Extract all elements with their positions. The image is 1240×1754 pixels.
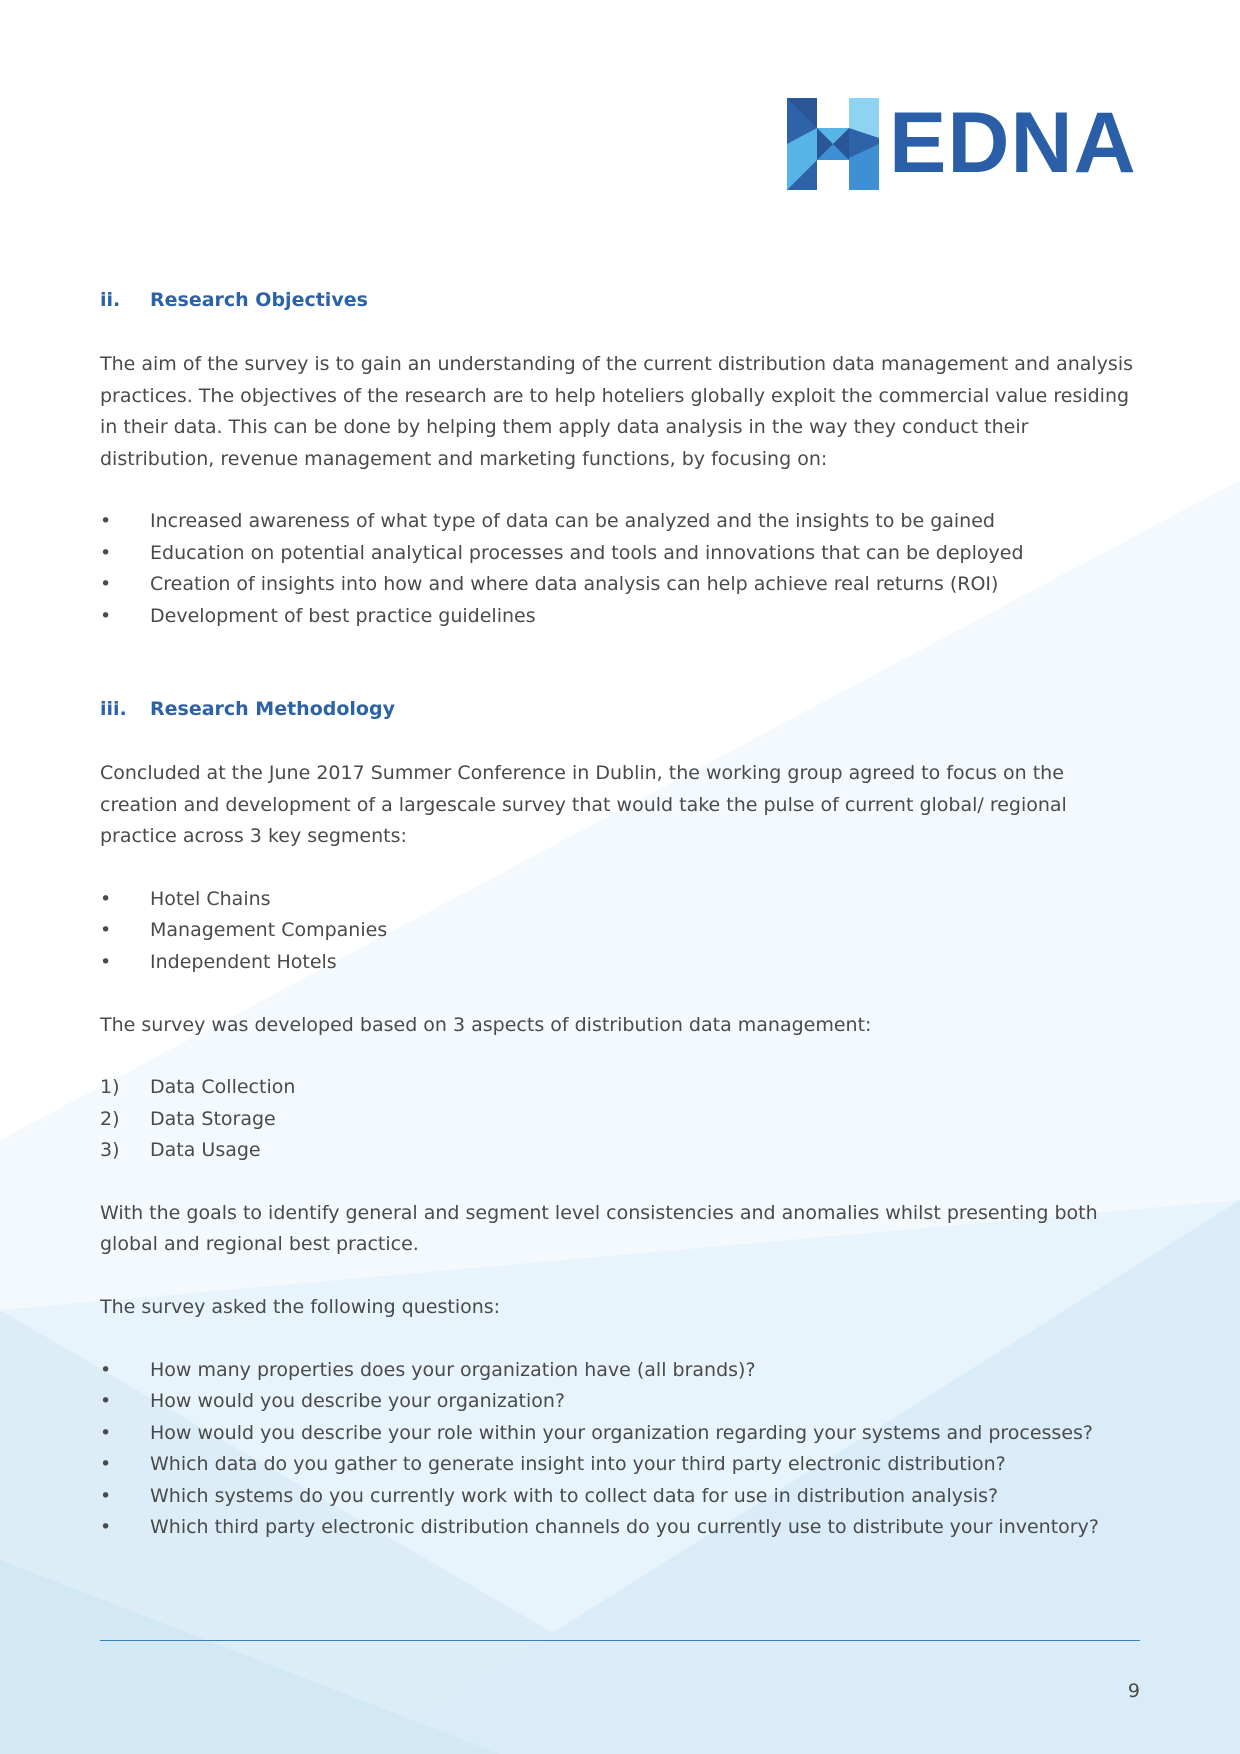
list-item: • Increased awareness of what type of data can be analyzed and the insights to be gained xyxy=(100,506,1140,537)
section-title: Research Methodology xyxy=(150,698,395,721)
list-item: • Independent Hotels xyxy=(100,947,1140,978)
list-item: • How would you describe your role within your organization regarding your systems and processes? xyxy=(100,1418,1140,1449)
page-number: 9 xyxy=(1127,1680,1140,1702)
bullet-icon: • xyxy=(100,950,112,973)
section-number: ii. xyxy=(100,289,121,311)
objectives-list xyxy=(100,506,1140,632)
bullet-icon: • xyxy=(100,1516,112,1539)
list-item: • How many properties does your organization have (all brands)? xyxy=(100,1355,1140,1386)
list-item: • Management Companies xyxy=(100,915,1140,946)
bullet-icon: • xyxy=(100,1421,112,1444)
hedna-h-mark-icon xyxy=(787,98,879,190)
bullet-icon: • xyxy=(100,510,112,533)
list-item: • Hotel Chains xyxy=(100,884,1140,915)
footer-divider xyxy=(100,1640,1140,1641)
questions-list xyxy=(100,1355,1140,1543)
aspects-list xyxy=(100,1072,1140,1166)
list-item: • How would you describe your organization? xyxy=(100,1386,1140,1417)
logo-wordmark: EDNA xyxy=(889,95,1137,191)
bullet-icon: • xyxy=(100,1390,112,1413)
bullet-icon: • xyxy=(100,573,112,596)
list-item: 1) Data Collection xyxy=(100,1076,296,1099)
list-item: • Education on potential analytical processes and tools and innovations that can be deployed xyxy=(100,538,1140,569)
list-item: 3) Data Usage xyxy=(100,1139,261,1162)
bullet-icon: • xyxy=(100,541,112,564)
bullet-icon: • xyxy=(100,1484,112,1507)
list-item: • Development of best practice guidelines xyxy=(100,601,1140,632)
methodology-intro: Concluded at the June 2017 Summer Conference in Dublin, the working group agreed to focus on the creation and development of a largescale survey that would take the pulse of current global/ regional practice across 3 key segments: xyxy=(100,762,1067,848)
list-item: • Which third party electronic distribution channels do you currently use to distribute your inventory? xyxy=(100,1512,1140,1543)
section-title: Research Objectives xyxy=(150,289,368,311)
goals-paragraph: With the goals to identify general and segment level consistencies and anomalies whilst presenting both global and regional best practice. xyxy=(100,1202,1098,1256)
list-item: • Which systems do you currently work with to collect data for use in distribution analysis? xyxy=(100,1481,1140,1512)
bullet-icon: • xyxy=(100,888,112,911)
questions-intro: The survey asked the following questions: xyxy=(100,1296,501,1319)
bullet-icon: • xyxy=(100,604,112,627)
bullet-icon: • xyxy=(100,919,112,942)
section-number: iii. xyxy=(100,698,127,721)
list-item: • Creation of insights into how and where data analysis can help achieve real returns (ROI) xyxy=(100,569,1140,600)
bullet-icon: • xyxy=(100,1359,112,1382)
hedna-logo xyxy=(787,95,1142,191)
aspects-intro: The survey was developed based on 3 aspects of distribution data management: xyxy=(100,1013,872,1036)
list-item: • Which data do you gather to generate insight into your third party electronic distribution? xyxy=(100,1449,1140,1480)
bullet-icon: • xyxy=(100,1453,112,1476)
main-content xyxy=(100,282,1140,1543)
segments-list xyxy=(100,884,1140,978)
section-heading-objectives xyxy=(100,282,1140,318)
list-item: 2) Data Storage xyxy=(100,1107,276,1130)
objectives-intro: The aim of the survey is to gain an understanding of the current distribution data management and analysis practices. The objectives of the research are to help hoteliers globally exploit the commercial value residing in their data. This can be done by helping them apply data analysis in the way they conduct their distribution, revenue management and marketing functions, by focusing on: xyxy=(100,353,1134,470)
section-heading-methodology xyxy=(100,691,1140,727)
